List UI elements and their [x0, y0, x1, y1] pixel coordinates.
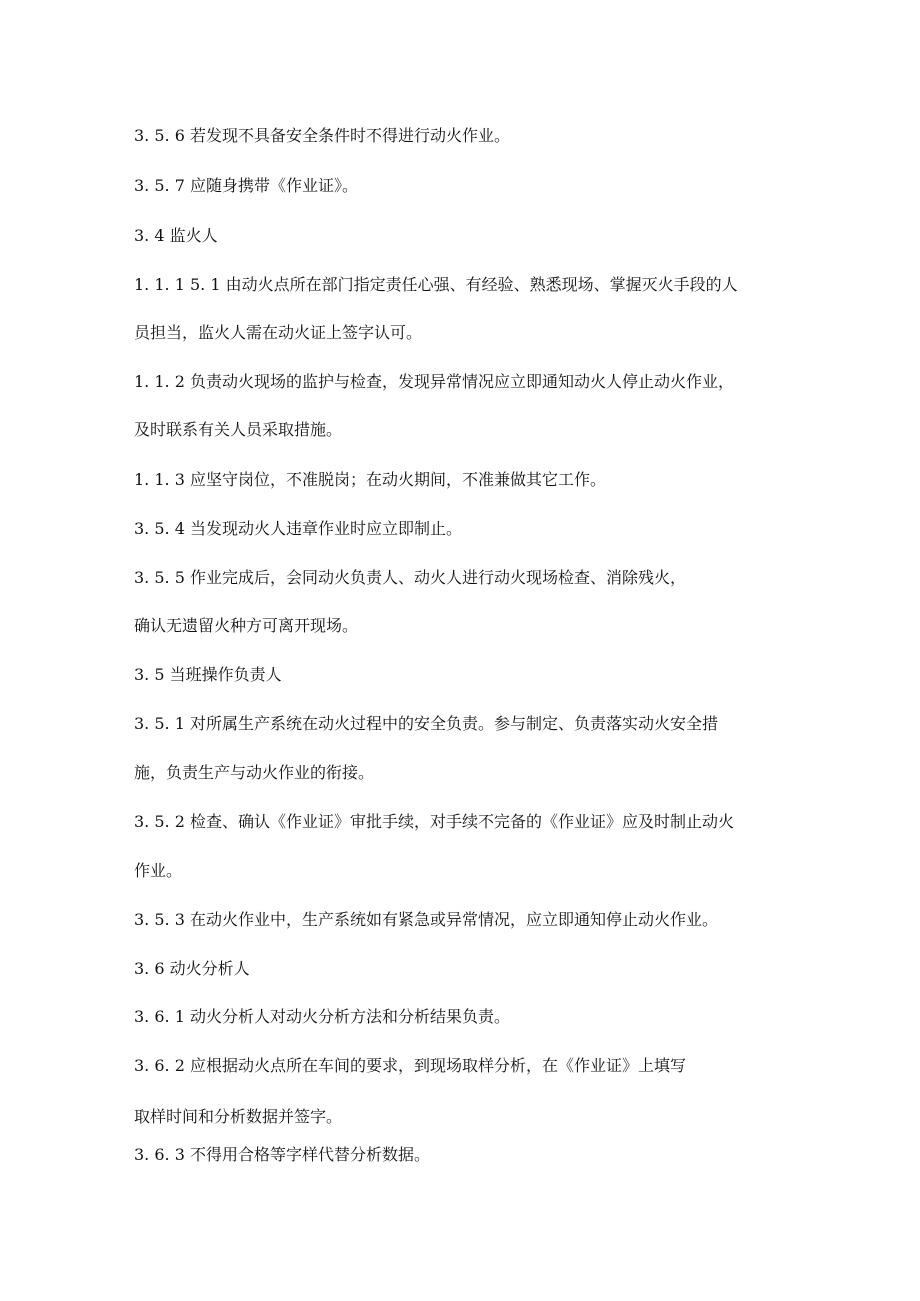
text-line: 3. 6. 2 应根据动火点所在车间的要求，到现场取样分析，在《作业证》上填写 — [134, 1056, 686, 1075]
text-line: 1. 1. 3 应坚守岗位，不准脱岗；在动火期间，不准兼做其它工作。 — [134, 470, 606, 489]
text-line: 3. 5. 2 检查、确认《作业证》审批手续，对手续不完备的《作业证》应及时制止动火 — [134, 812, 734, 831]
text-line: 3. 5. 6 若发现不具备安全条件时不得进行动火作业。 — [134, 126, 510, 145]
text-line: 及时联系有关人员采取措施。 — [134, 420, 343, 439]
text-line: 3. 5. 7 应随身携带《作业证》。 — [134, 176, 358, 195]
section-heading: 3. 4 监火人 — [134, 226, 218, 245]
text-line: 取样时间和分析数据并签字。 — [134, 1107, 343, 1126]
text-line: 3. 6. 1 动火分析人对动火分析方法和分析结果负责。 — [134, 1007, 510, 1026]
text-line: 员担当，监火人需在动火证上签字认可。 — [134, 323, 423, 342]
text-line: 1. 1. 2 负责动火现场的监护与检查，发现异常情况应立即通知动火人停止动火作业， — [134, 372, 734, 391]
section-heading: 3. 6 动火分析人 — [134, 959, 250, 978]
text-line: 3. 5. 3 在动火作业中，生产系统如有紧急或异常情况，应立即通知停止动火作业。 — [134, 910, 718, 929]
text-line: 作业。 — [134, 861, 183, 880]
section-heading: 3. 5 当班操作负责人 — [134, 665, 282, 684]
text-line: 3. 5. 5 作业完成后，会同动火负责人、动火人进行动火现场检查、消除残火， — [134, 568, 686, 587]
text-line: 3. 5. 1 对所属生产系统在动火过程中的安全负责。参与制定、负责落实动火安全措 — [134, 714, 718, 733]
text-line: 施，负责生产与动火作业的衔接。 — [134, 763, 375, 782]
text-line: 3. 6. 3 不得用合格等字样代替分析数据。 — [134, 1145, 430, 1164]
text-line: 确认无遗留火种方可离开现场。 — [134, 616, 359, 635]
text-line: 3. 5. 4 当发现动火人违章作业时应立即制止。 — [134, 519, 462, 538]
text-line: 1. 1. 1 5. 1 由动火点所在部门指定责任心强、有经验、熟悉现场、掌握灭火手段的人 — [134, 275, 738, 294]
